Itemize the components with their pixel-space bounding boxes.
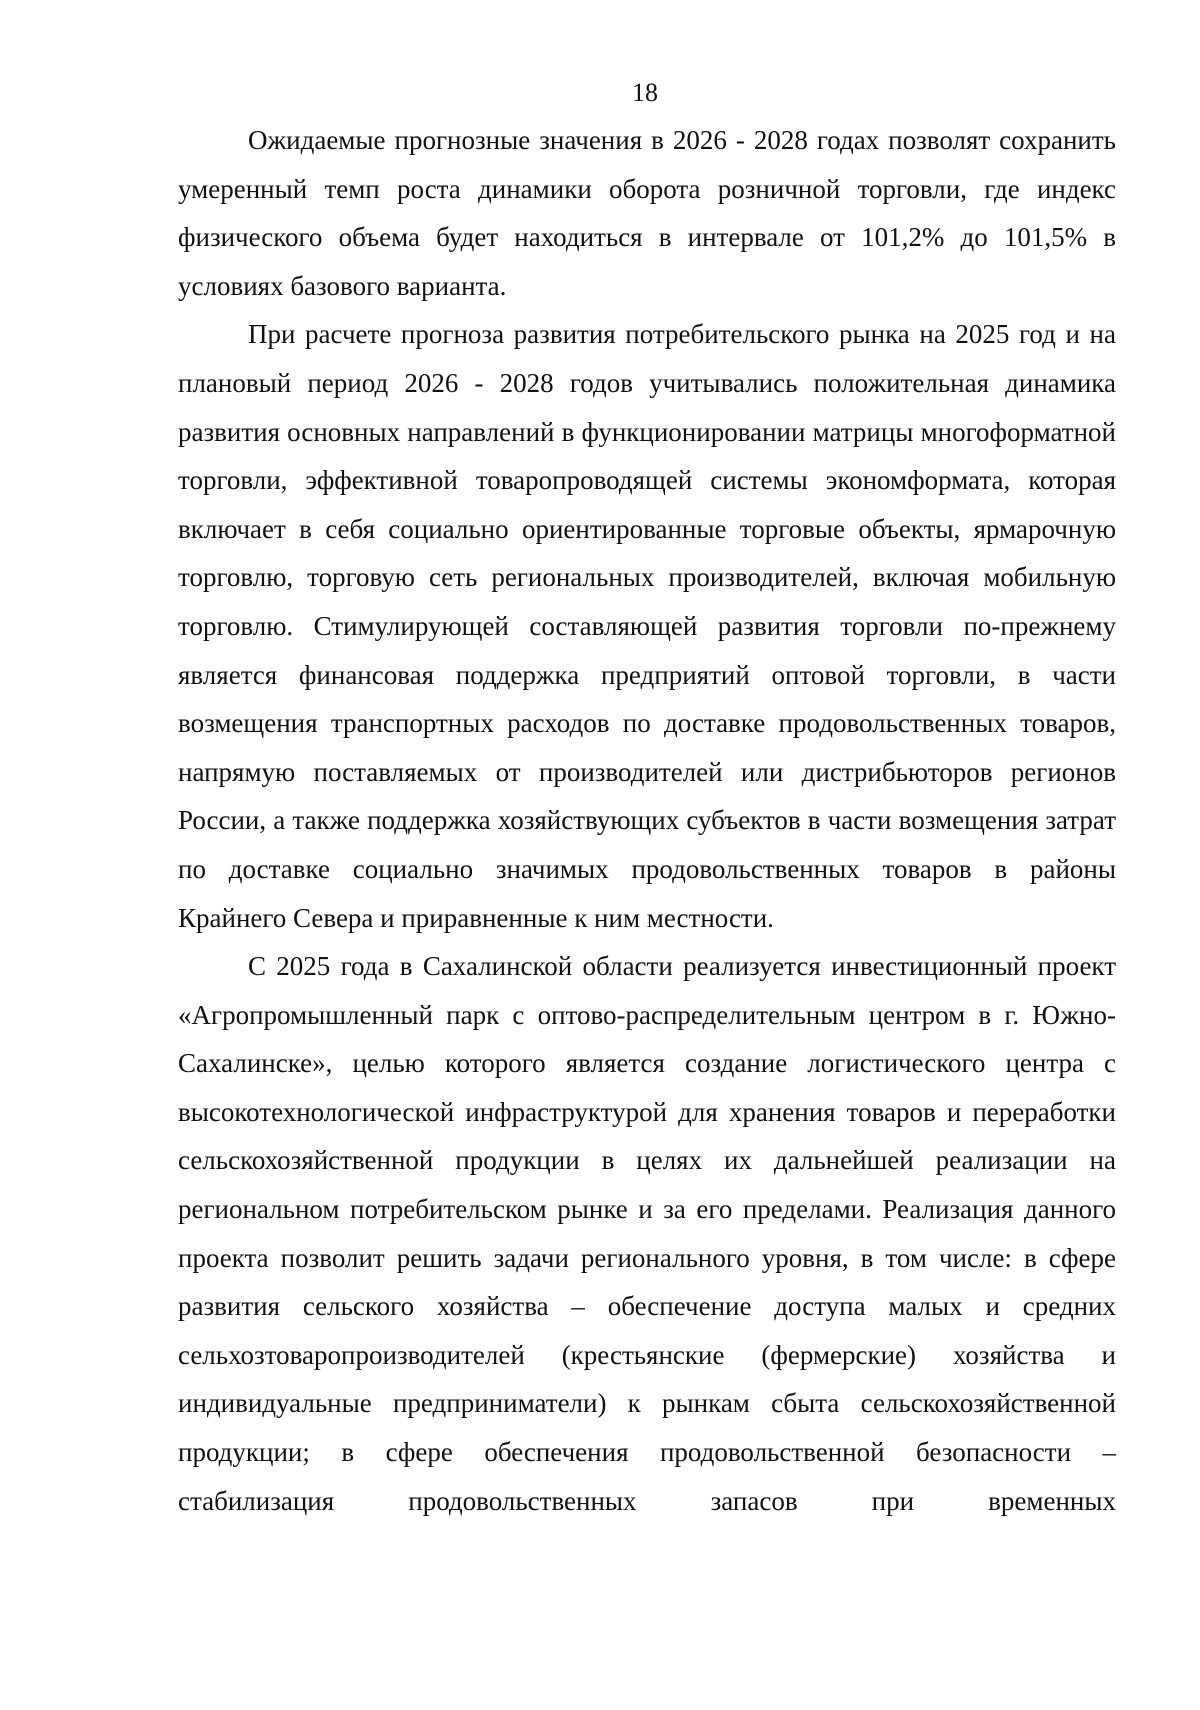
paragraph-retail-forecast: Ожидаемые прогнозные значения в 2026 - 2028 годах позволят сохранить умеренный темп роста динамики оборота розничной торговли, где индекс физического объема будет находиться в интервале от 101,2% до 101,5% в условиях базового варианта. — [178, 125, 1116, 301]
paragraph-consumer-market: При расчете прогноза развития потребительского рынка на 2025 год и на плановый период 2026 - 2028 годов учитывались положительная динамика развития основных направлений в функционировании матрицы многоформатной торговли, эффективной товаропроводящей системы экономформата, которая включает в себя социально ориентированные торговые объекты, ярмарочную торговлю, торговую сеть региональных производителей, включая мобильную торговлю. Стимулирующей составляющей развития торговли по-прежнему является финансовая поддержка предприятий оптовой торговли, в части возмещения транспортных расходов по доставке продовольственных товаров, напрямую поставляемых от производителей или дистрибьюторов регионов России, а также поддержка хозяйствующих субъектов в части возмещения затрат по доставке социально значимых продовольственных товаров в районы Крайнего Севера и приравненные к ним местности. — [178, 319, 1116, 933]
page-number: 18 — [632, 78, 658, 107]
paragraph-agro-park-project: С 2025 года в Сахалинской области реализуется инвестиционный проект «Агропромышленный парк с оптово-распределительным центром в г. Южно-Сахалинске», целью которого является создание логистического центра с высокотехнологической инфраструктурой для хранения товаров и переработки сельскохозяйственной продукции в целях их дальнейшей реализации на региональном потребительском рынке и за его пределами. Реализация данного проекта позволит решить задачи регионального уровня, в том числе: в сфере развития сельского хозяйства – обеспечение доступа малых и средних сельхозтоваропроизводителей (крестьянские (фермерские) хозяйства и индивидуальные предприниматели) к рынкам сбыта сельскохозяйственной продукции; в сфере обеспечения продовольственной безопасности – стабилизация продовольственных запасов при временных — [178, 951, 1116, 1516]
document-body — [178, 116, 1116, 1525]
